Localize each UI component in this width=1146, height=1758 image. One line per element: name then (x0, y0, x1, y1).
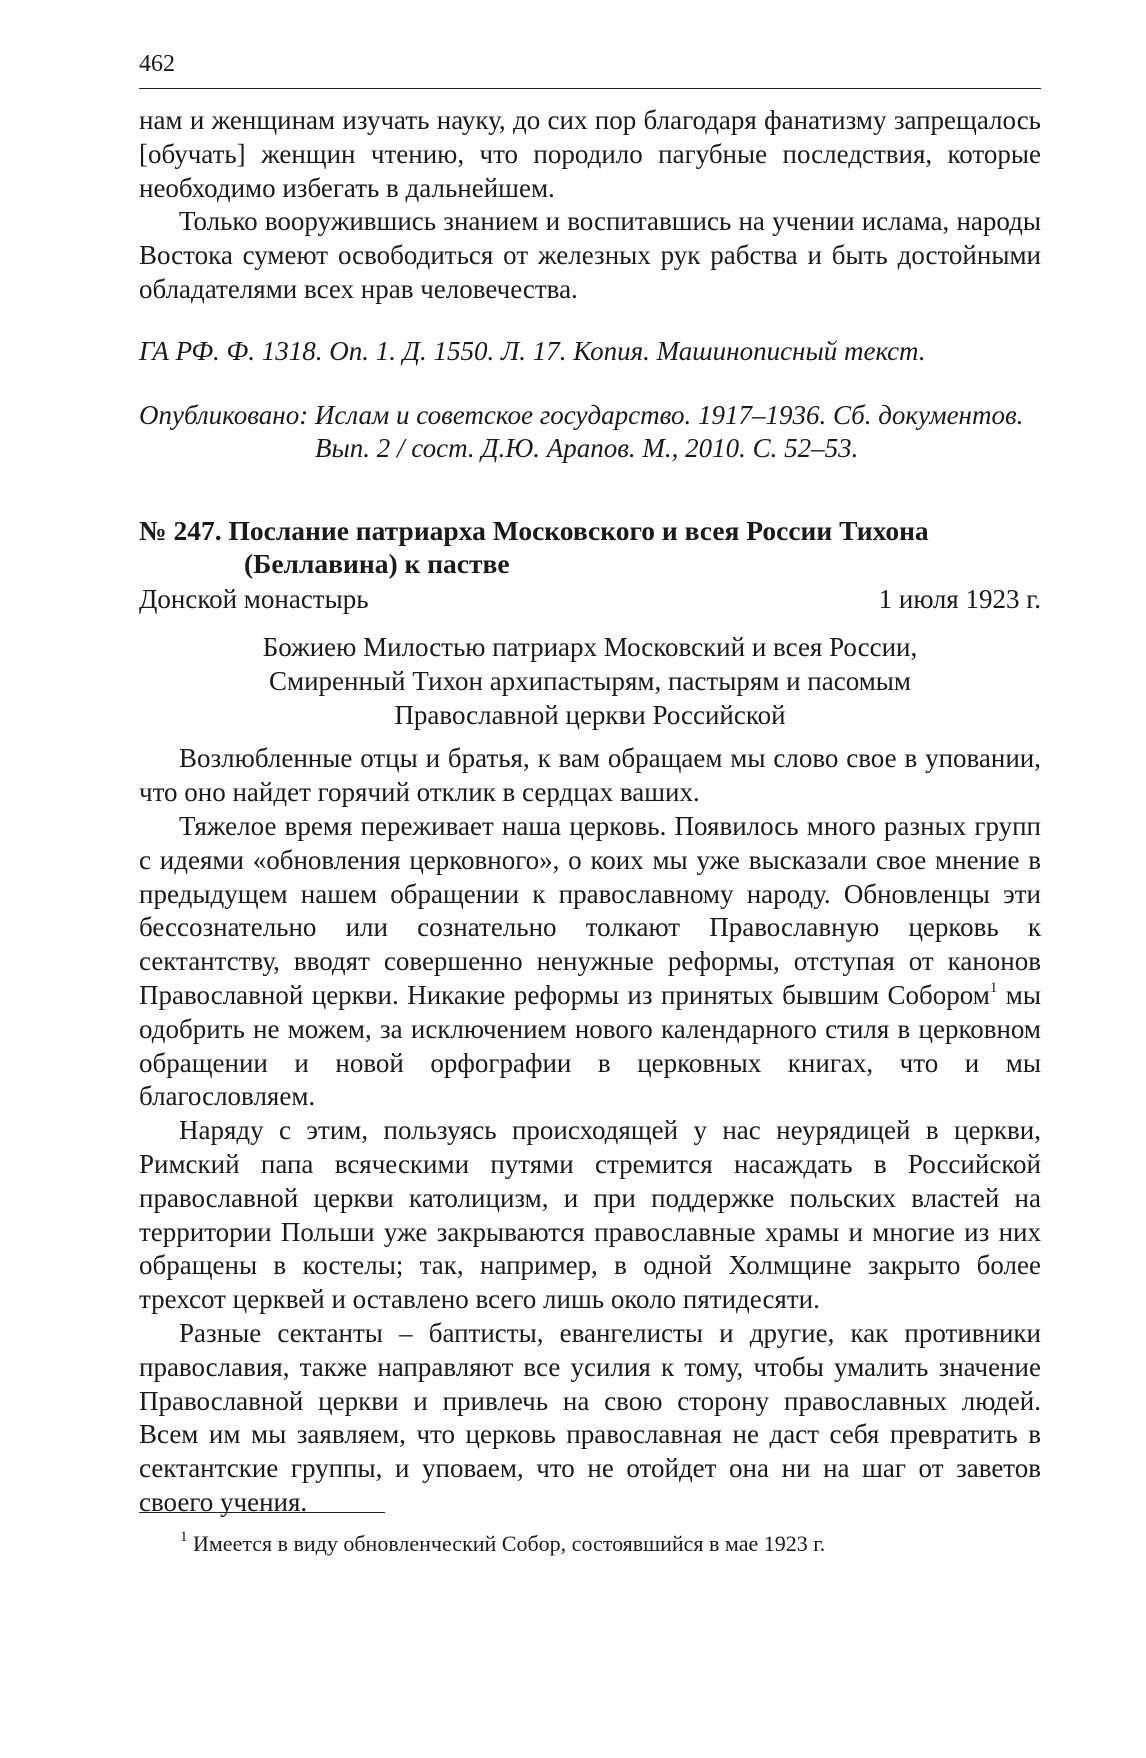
body-paragraph-2-text-a: Тяжелое время переживает наша церковь. Появилось много разных групп с идеями «обновления церковного», о коих мы уже высказали свое мнение в предыдущем нашем обращении к православному народу. Обновленцы эти бессознательно или сознательно толкают Православную церковь к сектантству, вводят совершенно ненужные реформы, отступая от канонов Православной церкви. Никакие реформы из принятых бывшим Собором (139, 810, 1041, 1010)
body-paragraph-1: Возлюбленные отцы и братья, к вам обращаем мы слово свое в уповании, что оно найдет горячий отклик в сердцах ваших. (139, 743, 1041, 808)
publication-reference: Опубликовано: Ислам и советское государство. 1917–1936. Сб. документов. Вып. 2 / сост. Д.Ю. Арапов. М., 2010. С. 52–53. (139, 399, 1024, 464)
footnote-rule (139, 1512, 385, 1513)
page-content (139, 104, 1041, 1520)
header-rule (139, 88, 1041, 89)
continuation-paragraph-1: нам и женщинам изучать науку, до сих пор благодаря фанатизму запрещалось [обучать] женщин чтению, что породило пагубные последствия, которые необходимо избегать в дальнейшем. (139, 105, 1041, 203)
body-paragraph-2 (139, 810, 1041, 1114)
body-paragraph-2-text-b: мы одобрить не можем, за исключением нового календарного стиля в церковном обращении и новой орфографии в церковных книгах, что и мы благословляем. (139, 979, 1041, 1112)
body-paragraph-4: Разные сектанты – баптисты, евангелисты и другие, как противники православия, также направляют все усилия к тому, чтобы умалить значение Православной церкви и привлечь на свою сторону православных людей. Всем им мы заявляем, что церковь православная не даст себя превратить в сектантские группы, и уповаем, что не отойдет она ни на шаг от заветов своего учения. (139, 1317, 1041, 1517)
continuation-paragraph-2: Только вооружившись знанием и воспитавшись на учении ислама, народы Востока сумеют освободиться от железных рук рабства и быть достойными обладателями всех нрав человечества. (139, 206, 1041, 304)
footnote-text: Имеется в виду обновленческий Собор, состоявшийся в мае 1923 г. (193, 1531, 826, 1556)
footnote-mark: 1 (180, 1528, 188, 1545)
footnote (180, 1530, 1040, 1558)
document-date: 1 июля 1923 г. (878, 584, 1041, 615)
document-place: Донской монастырь (139, 584, 369, 615)
page-number: 462 (139, 51, 175, 77)
address-line: Православной церкви Российской (394, 699, 786, 730)
document-title: № 247. Послание патриарха Московского и всея России Тихона (Беллавина) к пастве (139, 515, 929, 580)
address-line: Смиренный Тихон архипастырям, пастырям и пасомым (268, 665, 912, 696)
document-address (139, 631, 1041, 732)
body-paragraph-3: Наряду с этим, пользуясь происходящей у нас неурядицей в церкви, Римский папа всяческими путями стремится насаждать в Российской православной церкви католицизм, и при поддержке польских властей на территории Польши уже закрываются православные храмы и многие из них обращены в костелы; так, например, в одной Холмщине закрыто более трехсот церквей и оставлено всего лишь около пятидесяти. (139, 1115, 1041, 1315)
archive-reference: ГА РФ. Ф. 1318. Оп. 1. Д. 1550. Л. 17. Копия. Машинописный текст. (139, 335, 926, 366)
place-date-line (139, 583, 1041, 617)
footnote-reference-mark: 1 (989, 979, 998, 996)
address-line: Божиею Милостью патриарх Московский и всея России, (262, 631, 918, 662)
